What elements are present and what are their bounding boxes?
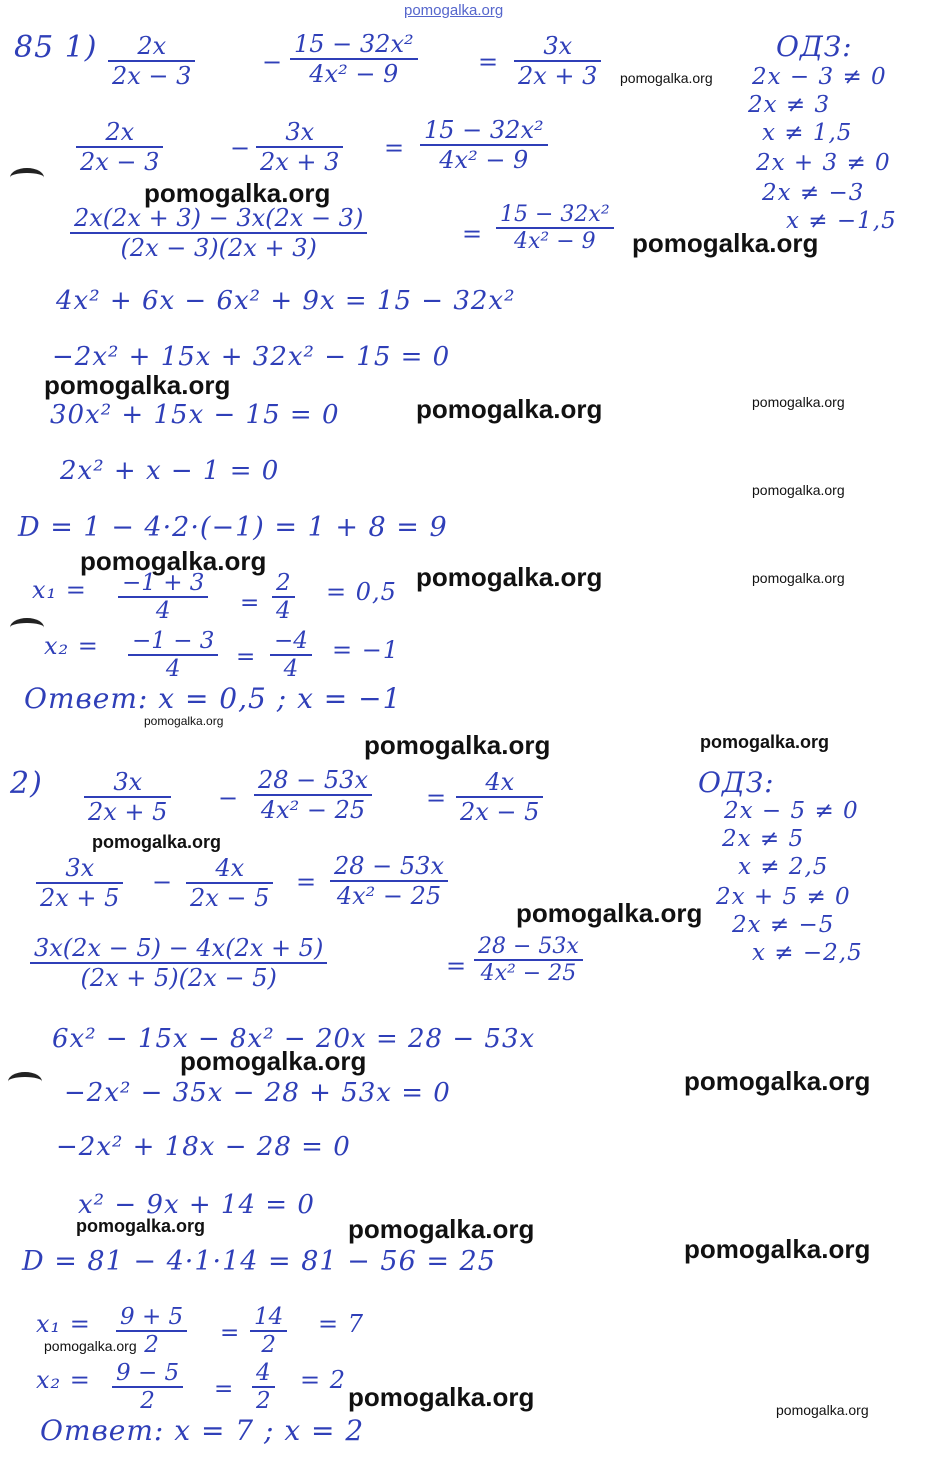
- p2-odz-5: 2x ≠ −5: [732, 912, 835, 938]
- p2-eq2-frac1: 3x 2x + 5: [36, 854, 123, 912]
- watermark: pomogalka.org: [180, 1046, 367, 1076]
- p2-eq2-op1: −: [152, 868, 174, 896]
- p1-x2-frac2: −4 4: [270, 628, 312, 682]
- watermark: pomogalka.org: [684, 1234, 871, 1264]
- watermark: pomogalka.org: [144, 714, 224, 728]
- p1-eq2-op2: =: [384, 134, 406, 162]
- watermark: pomogalka.org: [684, 1066, 871, 1096]
- p2-x2-frac2: 4 2: [252, 1360, 275, 1414]
- p2-x2-result: = 2: [300, 1366, 347, 1394]
- p2-odz-1: 2x − 5 ≠ 0: [724, 798, 859, 824]
- p1-x1-result: = 0,5: [326, 578, 397, 606]
- watermark: pomogalka.org: [752, 482, 845, 498]
- watermark: pomogalka.org: [348, 1214, 535, 1244]
- watermark: pomogalka.org: [76, 1216, 206, 1236]
- watermark: pomogalka.org: [632, 228, 819, 258]
- p2-x1-result: = 7: [318, 1310, 365, 1338]
- watermark: pomogalka.org: [700, 732, 830, 752]
- p1-answer: Ответ: x = 0,5 ; x = −1: [24, 682, 402, 715]
- p1-odz-6: x ≠ −1,5: [786, 208, 897, 234]
- p1-odz-1: 2x − 3 ≠ 0: [752, 64, 887, 90]
- p2-eq2-frac3: 28 − 53x 4x² − 25: [330, 852, 448, 910]
- p2-x1-frac2: 14 2: [250, 1304, 287, 1358]
- watermark: pomogalka.org: [752, 570, 845, 586]
- p2-eq3-frac1: 3x(2x − 5) − 4x(2x + 5) (2x + 5)(2x − 5): [30, 934, 327, 992]
- watermark: pomogalka.org: [44, 370, 231, 400]
- p1-eq3-frac1: 2x(2x + 3) − 3x(2x − 3) (2x − 3)(2x + 3): [70, 204, 367, 262]
- p1-x1-label: x₁ =: [32, 576, 87, 604]
- p1-x1-frac1: −1 + 3 4: [118, 570, 208, 624]
- p2-eq3-frac2: 28 − 53x 4x² − 25: [474, 934, 583, 986]
- watermark: pomogalka.org: [348, 1382, 535, 1412]
- p2-eq2-op2: =: [296, 868, 318, 896]
- p2-line5: −2x² − 35x − 28 + 53x = 0: [64, 1078, 451, 1108]
- p1-eq2-frac1: 2x 2x − 3: [76, 118, 163, 176]
- p1-eq3-frac2: 15 − 32x² 4x² − 9: [496, 202, 614, 254]
- p2-answer: Ответ: x = 7 ; x = 2: [40, 1414, 365, 1447]
- p1-odz-3: x ≠ 1,5: [762, 120, 853, 146]
- watermark: pomogalka.org: [516, 898, 703, 928]
- p1-eq2-frac2: 3x 2x + 3: [256, 118, 343, 176]
- p2-x2-eq: =: [214, 1376, 235, 1402]
- p1-odz-4: 2x + 3 ≠ 0: [756, 150, 891, 176]
- p2-eq2-frac2: 4x 2x − 5: [186, 854, 273, 912]
- p2-odz-3: x ≠ 2,5: [738, 854, 829, 880]
- p2-line7: x² − 9x + 14 = 0: [78, 1190, 315, 1220]
- p1-eq3-op1: =: [462, 220, 484, 248]
- p1-odz-2: 2x ≠ 3: [748, 92, 831, 118]
- p1-x2-eq: =: [236, 644, 257, 670]
- p2-odz-2: 2x ≠ 5: [722, 826, 805, 852]
- p1-line7: 2x² + x − 1 = 0: [60, 456, 280, 486]
- p2-x1-frac1: 9 + 5 2: [116, 1304, 187, 1358]
- binder-hole-3: [8, 1072, 42, 1091]
- p2-eq1-frac3: 4x 2x − 5: [456, 768, 543, 826]
- p2-x1-eq: =: [220, 1320, 241, 1346]
- p1-eq1-frac1: 2x 2x − 3: [108, 32, 195, 90]
- p2-odz-4: 2x + 5 ≠ 0: [716, 884, 851, 910]
- watermark: pomogalka.org: [92, 832, 222, 852]
- p1-odz-5: 2x ≠ −3: [762, 180, 865, 206]
- p1-discriminant: D = 1 − 4·2·(−1) = 1 + 8 = 9: [18, 512, 448, 543]
- p2-line6: −2x² + 18x − 28 = 0: [56, 1132, 351, 1162]
- p2-odz-6: x ≠ −2,5: [752, 940, 863, 966]
- p1-eq1-frac2: 15 − 32x² 4x² − 9: [290, 30, 418, 88]
- watermark: pomogalka.org: [144, 178, 331, 208]
- watermark: pomogalka.org: [80, 546, 267, 576]
- p2-x1-label: x₁ =: [36, 1310, 91, 1338]
- binder-hole-2: [10, 618, 44, 637]
- p1-x1-eq: =: [240, 590, 261, 616]
- watermark: pomogalka.org: [620, 70, 713, 86]
- p2-x2-frac1: 9 − 5 2: [112, 1360, 183, 1414]
- watermark: pomogalka.org: [416, 394, 603, 424]
- p2-eq3-op1: =: [446, 952, 468, 980]
- problem-label-1: 85 1): [14, 30, 98, 65]
- p1-x2-result: = −1: [332, 636, 400, 664]
- watermark: pomogalka.org: [752, 394, 845, 410]
- p2-eq1-frac2: 28 − 53x 4x² − 25: [254, 766, 372, 824]
- p1-line6: 30x² + 15x − 15 = 0: [50, 400, 340, 430]
- p1-x1-frac2: 2 4: [272, 570, 295, 624]
- watermark: pomogalka.org: [416, 562, 603, 592]
- watermark: pomogalka.org: [364, 730, 551, 760]
- p1-line5: −2x² + 15x + 32x² − 15 = 0: [52, 342, 451, 372]
- p1-x2-label: x₂ =: [44, 632, 99, 660]
- p2-line4: 6x² − 15x − 8x² − 20x = 28 − 53x: [52, 1024, 536, 1054]
- p2-odz-0: ОДЗ:: [698, 766, 775, 799]
- p2-eq1-frac1: 3x 2x + 5: [84, 768, 171, 826]
- p1-odz-0: ОДЗ:: [776, 30, 853, 63]
- p1-eq2-op1: −: [230, 134, 252, 162]
- p1-line4: 4x² + 6x − 6x² + 9x = 15 − 32x²: [56, 286, 516, 316]
- p1-eq1-op1: −: [262, 48, 284, 76]
- p1-eq1-op2: =: [478, 48, 500, 76]
- watermark: pomogalka.org: [44, 1338, 137, 1354]
- p1-x2-frac1: −1 − 3 4: [128, 628, 218, 682]
- binder-hole-1: [10, 168, 44, 187]
- p2-discriminant: D = 81 − 4·1·14 = 81 − 56 = 25: [22, 1246, 496, 1277]
- p2-x2-label: x₂ =: [36, 1366, 91, 1394]
- top-watermark[interactable]: pomogalka.org: [404, 2, 504, 19]
- p1-eq2-frac3: 15 − 32x² 4x² − 9: [420, 116, 548, 174]
- problem-label-2: 2): [10, 766, 43, 801]
- p2-eq1-op1: −: [218, 784, 240, 812]
- p1-eq1-frac3: 3x 2x + 3: [514, 32, 601, 90]
- watermark: pomogalka.org: [776, 1402, 869, 1418]
- p2-eq1-op2: =: [426, 784, 448, 812]
